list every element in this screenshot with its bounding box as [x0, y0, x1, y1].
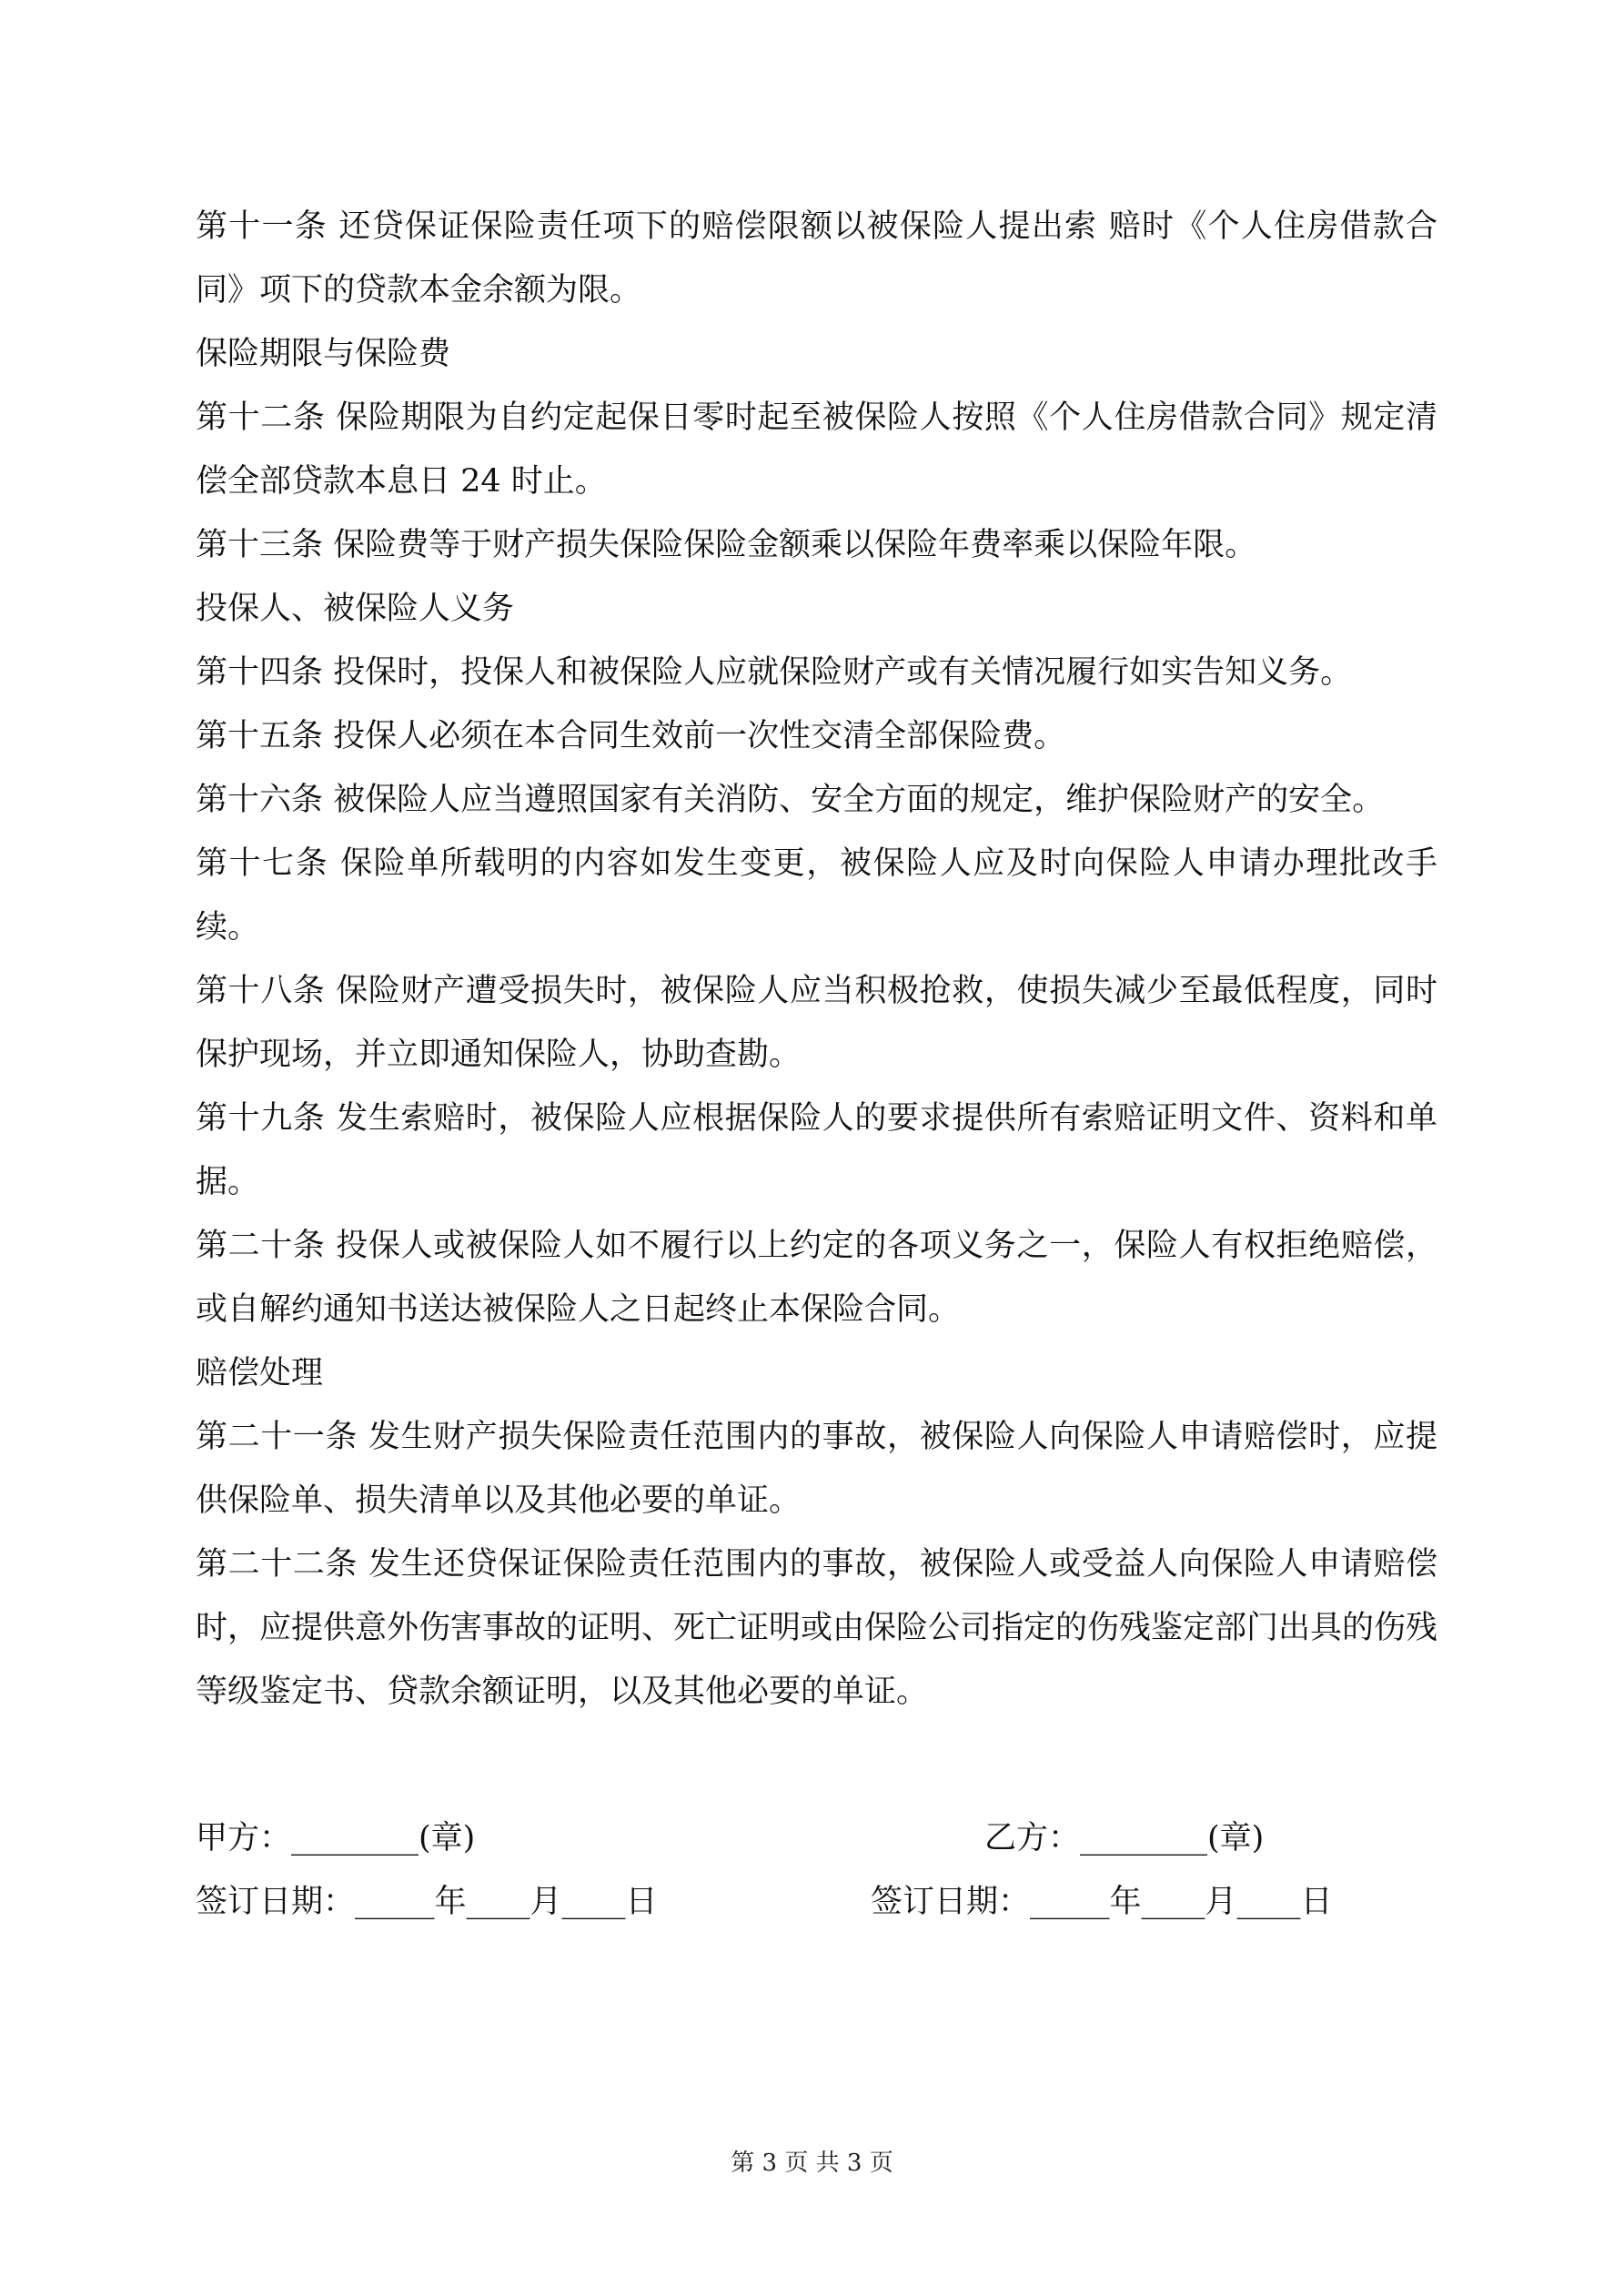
party-a-signature: 甲方：________(章) [196, 1820, 476, 1856]
document-body [196, 195, 1437, 1724]
signature-date-row [196, 1870, 1437, 1934]
clause-19: 第十九条 发生索赔时，被保险人应根据保险人的要求提供所有索赔证明文件、资料和单据。 [196, 1100, 1437, 1200]
clause-21: 第二十一条 发生财产损失保险责任范围内的事故，被保险人向保险人申请赔偿时，应提供保险单、损失清单以及其他必要的单证。 [196, 1419, 1437, 1519]
clause-14: 第十四条 投保时，投保人和被保险人应就保险财产或有关情况履行如实告知义务。 [196, 654, 1353, 691]
section-heading-claims: 赔偿处理 [196, 1355, 324, 1391]
clause-16: 第十六条 被保险人应当遵照国家有关消防、安全方面的规定，维护保险财产的安全。 [196, 782, 1385, 818]
section-heading-term-premium: 保险期限与保险费 [196, 336, 451, 372]
signature-party-row [196, 1806, 1437, 1870]
party-a-sign-date: 签订日期：_____年____月____日 [196, 1884, 658, 1920]
page-number: 第 3 页 共 3 页 [731, 2149, 893, 2177]
signature-block [196, 1806, 1437, 1934]
clause-22: 第二十二条 发生还贷保证保险责任范围内的事故，被保险人或受益人向保险人申请赔偿时，应提供意外伤害事故的证明、死亡证明或由保险公司指定的伤残鉴定部门出具的伤残等级鉴定书、贷款余额证明，以及其他必要的单证。 [196, 1546, 1438, 1710]
section-heading-obligations: 投保人、被保险人义务 [196, 591, 515, 627]
clause-18: 第十八条 保险财产遭受损失时，被保险人应当积极抢救，使损失减少至最低程度，同时保护现场，并立即通知保险人，协助查勘。 [196, 973, 1437, 1073]
clause-13: 第十三条 保险费等于财产损失保险保险金额乘以保险年费率乘以保险年限。 [196, 527, 1257, 563]
clause-20: 第二十条 投保人或被保险人如不履行以上约定的各项义务之一，保险人有权拒绝赔偿，或自解约通知书送达被保险人之日起终止本保险合同。 [196, 1228, 1437, 1328]
clause-11: 第十一条 还贷保证保险责任项下的赔偿限额以被保险人提出索 赔时《个人住房借款合同》项下的贷款本金余额为限。 [196, 208, 1437, 308]
clause-17: 第十七条 保险单所载明的内容如发生变更，被保险人应及时向保险人申请办理批改手续。 [196, 845, 1437, 946]
party-b-sign-date: 签订日期：_____年____月____日 [871, 1884, 1333, 1920]
page-footer [0, 2144, 1624, 2178]
clause-12: 第十二条 保险期限为自约定起保日零时起至被保险人按照《个人住房借款合同》规定清偿全部贷款本息日 24 时止。 [196, 400, 1437, 500]
party-b-signature: 乙方：________(章) [984, 1820, 1265, 1856]
clause-15: 第十五条 投保人必须在本合同生效前一次性交清全部保险费。 [196, 718, 1066, 754]
